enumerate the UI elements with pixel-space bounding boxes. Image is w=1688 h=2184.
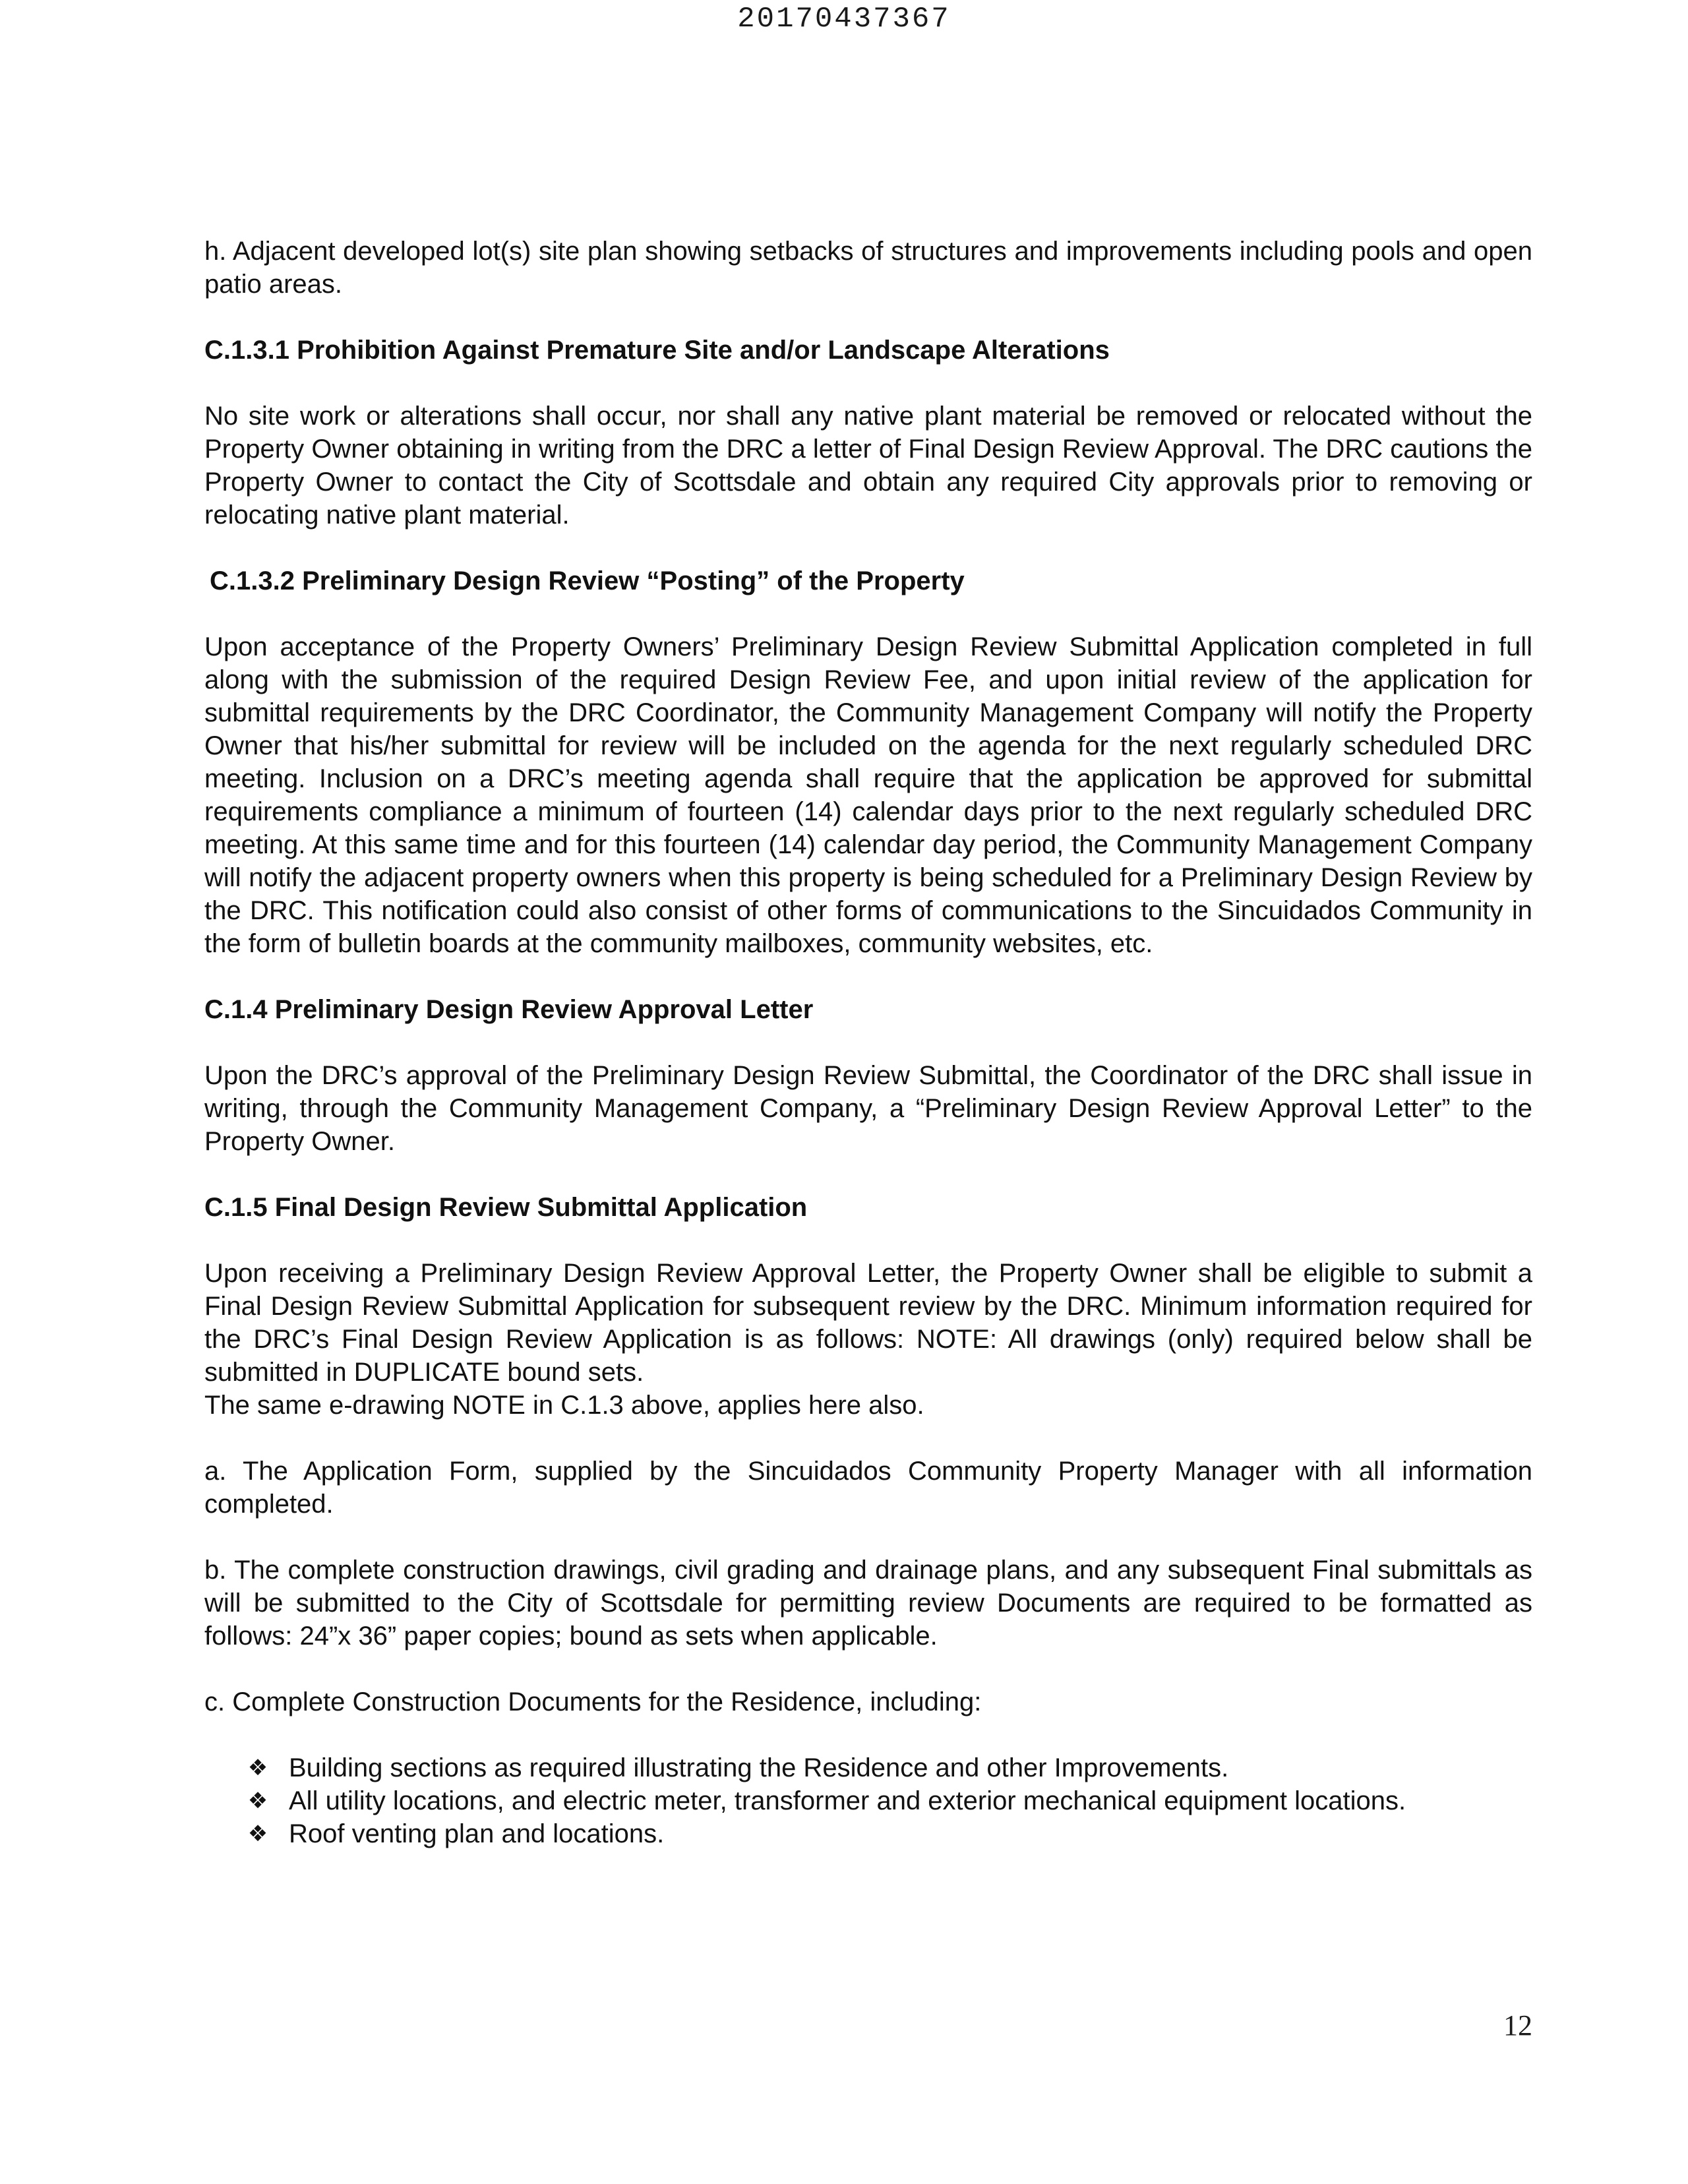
list-item [247, 1784, 1532, 1817]
diamond-bullet-icon: ❖ [247, 1821, 268, 1847]
list-item-text: Roof venting plan and locations. [289, 1819, 665, 1848]
paragraph-c15-note: The same e-drawing NOTE in C.1.3 above, applies here also. [204, 1391, 924, 1420]
page-number: 12 [1503, 2009, 1532, 2042]
paragraph-c132: Upon acceptance of the Property Owners’ Preliminary Design Review Submittal Application completed in full along with the submission of the required Design Review Fee, and upon initial review of the application for submittal requirements by the DRC Coordinator, the Community Management Company will notify the Property Owner that his/her submittal for review will be included on the agenda for the next regularly scheduled DRC meeting. Inclusion on a DRC’s meeting agenda shall require that the application be approved for submittal requirements compliance a minimum of fourteen (14) calendar days prior to the next regularly scheduled DRC meeting. At this same time and for this fourteen (14) calendar day period, the Community Management Company will notify the adjacent property owners when this property is being scheduled for a Preliminary Design Review by the DRC. This notification could also consist of other forms of communications to the Sincuidados Community in the form of bulletin boards at the community mailboxes, community websites, etc. [204, 632, 1532, 958]
heading-c15: C.1.5 Final Design Review Submittal Application [204, 1193, 808, 1222]
item-a: a. The Application Form, supplied by the Sincuidados Community Property Manager with all information completed. [204, 1457, 1532, 1519]
diamond-bullet-icon: ❖ [247, 1755, 268, 1781]
diamond-bullet-icon: ❖ [247, 1788, 268, 1814]
paragraph-c15: Upon receiving a Preliminary Design Review Approval Letter, the Property Owner shall be eligible to submit a Final Design Review Submittal Application for subsequent review by the DRC. Minimum information required for the DRC’s Final Design Review Application is as follows: NOTE: All drawings (only) required below shall be submitted in DUPLICATE bound sets. [204, 1259, 1532, 1387]
paragraph-h: h. Adjacent developed lot(s) site plan showing setbacks of structures and improvements including pools and open patio areas. [204, 237, 1532, 299]
paragraph-c131: No site work or alterations shall occur, nor shall any native plant material be removed or relocated without the Property Owner obtaining in writing from the DRC a letter of Final Design Review Approval. The DRC cautions the Property Owner to contact the City of Scottsdale and obtain any required City approvals prior to removing or relocating native plant material. [204, 402, 1532, 530]
list-item [247, 1751, 1532, 1784]
heading-c132: C.1.3.2 Preliminary Design Review “Posting” of the Property [210, 566, 965, 595]
page-content [204, 235, 1532, 1850]
item-b: b. The complete construction drawings, civil grading and drainage plans, and any subsequent Final submittals as will be submitted to the City of Scottsdale for permitting review Documents are required to be formatted as follows: 24”x 36” paper copies; bound as sets when applicable. [204, 1556, 1532, 1651]
list-item-text: Building sections as required illustrating the Residence and other Improvements. [289, 1753, 1229, 1782]
paragraph-c14: Upon the DRC’s approval of the Preliminary Design Review Submittal, the Coordinator of the DRC shall issue in writing, through the Community Management Company, a “Preliminary Design Review Approval Letter” to the Property Owner. [204, 1061, 1532, 1156]
list-item-text: All utility locations, and electric meter, transformer and exterior mechanical equipment locations. [289, 1786, 1406, 1815]
item-c: c. Complete Construction Documents for the Residence, including: [204, 1687, 982, 1716]
document-number: 20170437367 [737, 3, 951, 36]
heading-c14: C.1.4 Preliminary Design Review Approval Letter [204, 995, 814, 1024]
heading-c131: C.1.3.1 Prohibition Against Premature Site and/or Landscape Alterations [204, 336, 1110, 365]
list-item [247, 1817, 1532, 1850]
bullet-list [204, 1751, 1532, 1850]
